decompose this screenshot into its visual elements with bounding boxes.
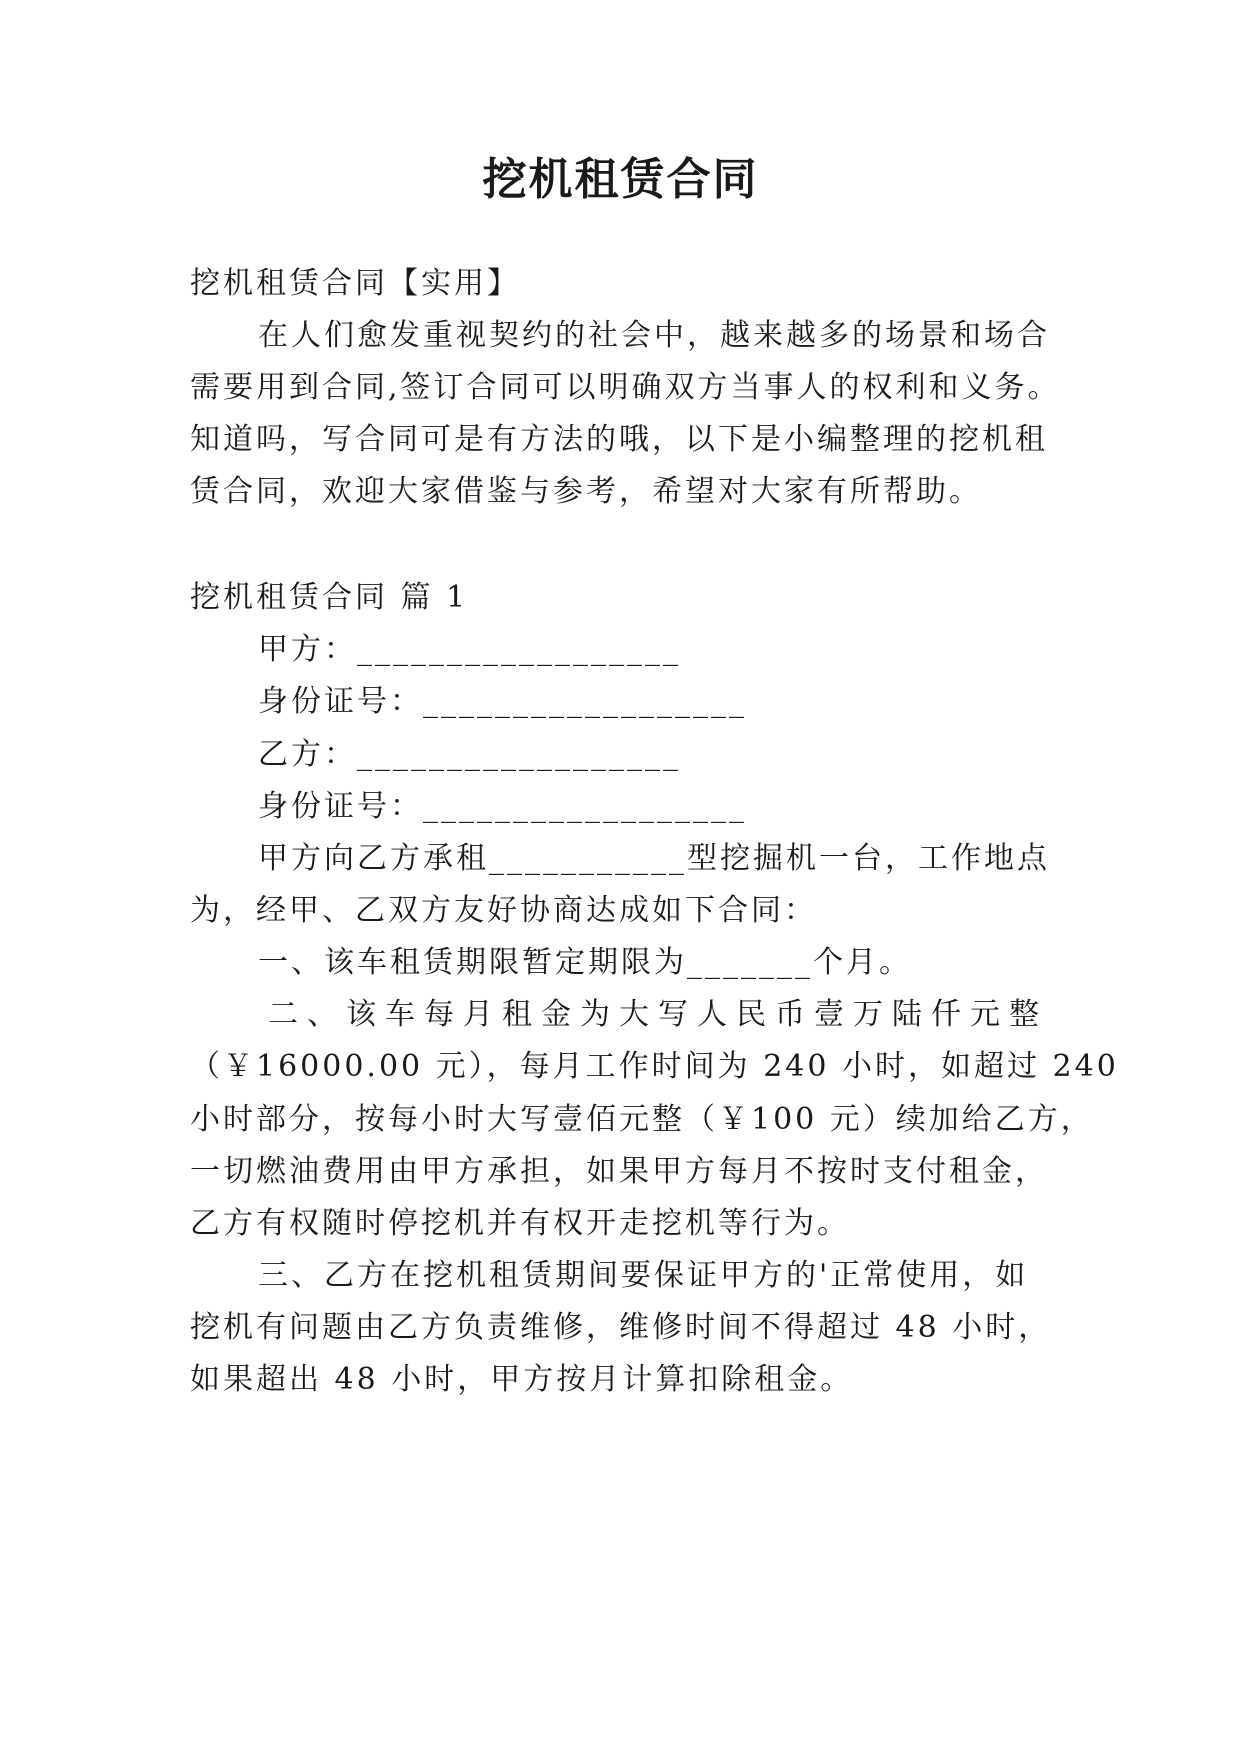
intro-line-4: 赁合同，欢迎大家借鉴与参考，希望对大家有所帮助。: [190, 474, 982, 509]
clause-2-line-3: 小时部分，按每小时大写壹佰元整（￥100 元）续加给乙方，: [190, 1102, 1094, 1137]
clause-3-line-2: 挖机有问题由乙方负责维修，维修时间不得超过 48 小时，: [190, 1310, 1052, 1345]
party-b-field: 乙方：__________________: [258, 737, 681, 772]
clause-2-line-4: 一切燃油费用由甲方承担，如果甲方每月不按时支付租金，: [190, 1154, 1048, 1189]
paragraph-1-line-1: 甲方向乙方承租___________型挖掘机一台，工作地点: [258, 841, 1050, 876]
clause-2-line-5: 乙方有权随时停挖机并有权开走挖机等行为。: [190, 1206, 850, 1241]
party-b-id-field: 身份证号：__________________: [258, 789, 747, 824]
clause-1: 一、该车租赁期限暂定期限为_______个月。: [258, 945, 912, 980]
clause-2-line-1: 二、该车每月租金为大写人民币壹万陆仟元整: [268, 997, 1048, 1032]
clause-2-line-2: （￥16000.00 元），每月工作时间为 240 小时，如超过 240: [190, 1049, 1119, 1084]
document-title: 挖机租赁合同: [482, 154, 759, 205]
clause-3-line-3: 如果超出 48 小时，甲方按月计算扣除租金。: [190, 1362, 854, 1397]
document-subtitle: 挖机租赁合同【实用】: [190, 266, 520, 301]
intro-line-1: 在人们愈发重视契约的社会中，越来越多的场景和场合: [258, 318, 1050, 353]
intro-line-2: 需要用到合同,签订合同可以明确双方当事人的权利和义务。: [190, 370, 1061, 405]
party-a-field: 甲方：__________________: [258, 632, 681, 667]
party-a-id-field: 身份证号：__________________: [258, 684, 747, 719]
section-heading: 挖机租赁合同 篇 1: [190, 580, 469, 615]
clause-3-line-1: 三、乙方在挖机租赁期间要保证甲方的'正常使用，如: [258, 1258, 1029, 1293]
paragraph-1-line-2: 为，经甲、乙双方友好协商达成如下合同：: [190, 893, 817, 928]
intro-line-3: 知道吗，写合同可是有方法的哦，以下是小编整理的挖机租: [190, 422, 1048, 457]
